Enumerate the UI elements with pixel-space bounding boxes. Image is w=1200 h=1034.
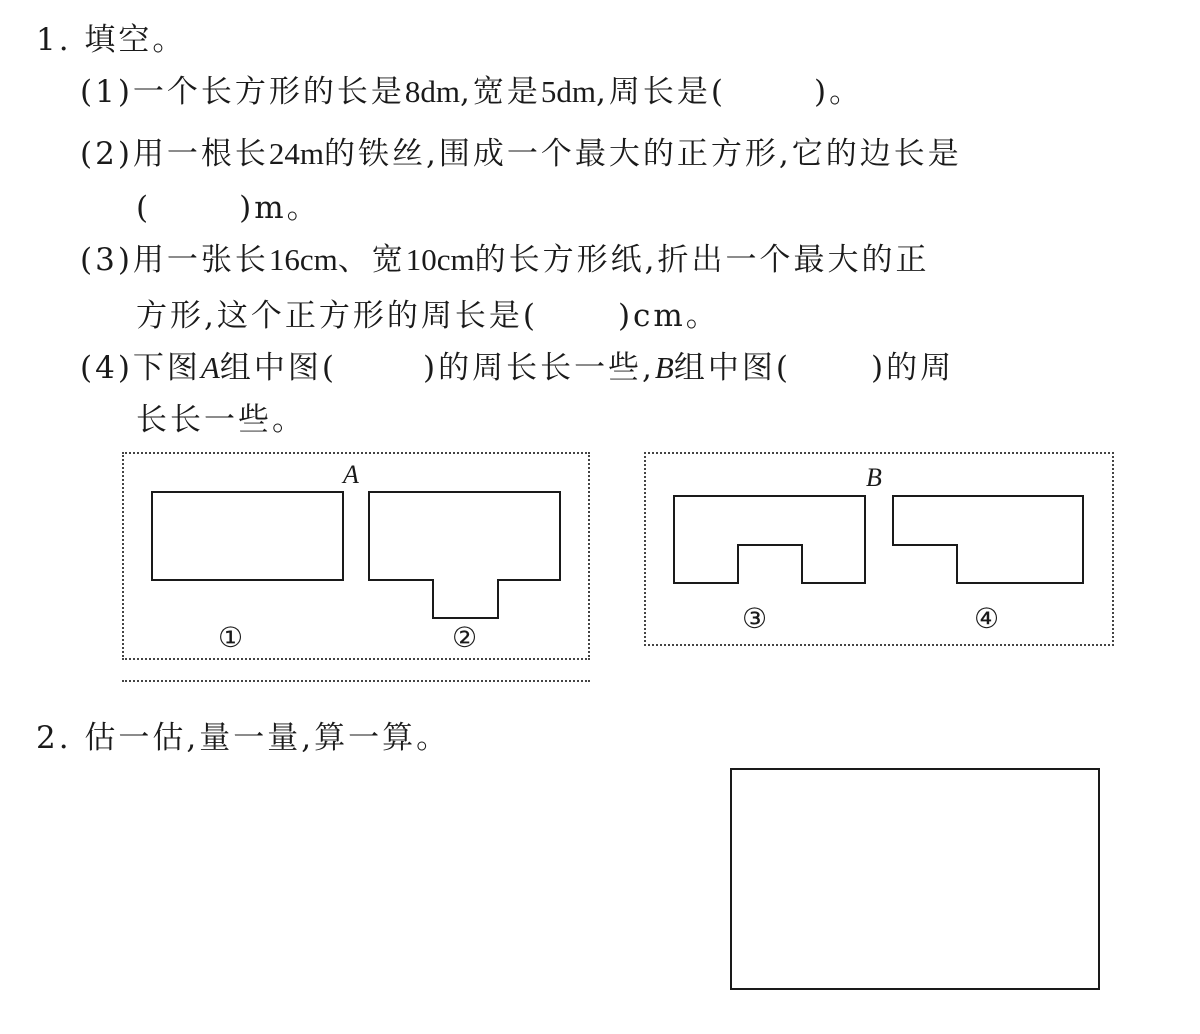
p2-text-a: (2)用一根长 <box>80 136 269 172</box>
p1-text-f: )。 <box>813 74 864 110</box>
figure-3-label: ③ <box>742 602 768 635</box>
figure-2-label: ② <box>452 621 478 654</box>
p3-text-a: (3)用一张长 <box>80 242 269 278</box>
p2-text-e: )m。 <box>239 190 321 226</box>
p4-text-d: )的周长长一些, <box>422 350 655 386</box>
q1-part1 <box>80 72 863 112</box>
p4-text-a: (4)下图 <box>80 350 201 386</box>
group-a-divider <box>122 680 590 682</box>
p3-text-g: )cm。 <box>617 298 720 334</box>
p1-width: 5dm <box>540 74 597 109</box>
p4-group-b: B <box>654 350 674 385</box>
p1-text-e: ,周长是( <box>596 74 726 110</box>
figure-3-u-shape <box>674 496 865 583</box>
measure-rectangle <box>730 768 1100 990</box>
group-a-label: A <box>343 460 359 489</box>
q1-part4-cont <box>136 400 306 440</box>
p3-text-f: 方形,这个正方形的周长是( <box>136 298 538 334</box>
group-b-label: B <box>866 463 882 492</box>
q1-part3-cont <box>136 296 720 336</box>
p4-text-c: 组中图( <box>219 350 337 386</box>
p4-text-g: )的周 <box>870 350 955 386</box>
figure-4-step-shape <box>893 496 1083 583</box>
q2-title: 2. 估一估,量一量,算一算。 <box>36 720 451 756</box>
p1-text-a: (1)一个长方形的长是 <box>80 74 405 110</box>
p3-paper-length: 16cm <box>268 242 338 277</box>
q1-part4 <box>80 348 954 388</box>
q1-part3 <box>80 240 930 280</box>
q1-part2 <box>80 134 962 174</box>
figure-2-t-shape <box>369 492 560 618</box>
figure-4-label: ④ <box>974 602 1000 635</box>
p3-paper-width: 10cm <box>405 242 475 277</box>
p4-group-a: A <box>200 350 220 385</box>
group-b-shapes <box>644 452 1114 646</box>
p2-text-c: 的铁丝,围成一个最大的正方形,它的边长是 <box>324 136 962 172</box>
p1-text-c: ,宽是 <box>460 74 541 110</box>
q1-part2-cont <box>136 188 321 228</box>
p2-text-d: ( <box>136 190 152 226</box>
figure-1-label: ① <box>218 621 244 654</box>
group-a-shapes <box>122 452 590 660</box>
p4-text-h: 长长一些。 <box>136 402 306 438</box>
p3-text-e: 的长方形纸,折出一个最大的正 <box>474 242 930 278</box>
p1-length: 8dm <box>404 74 461 109</box>
p2-wire-length: 24m <box>268 136 325 171</box>
p4-text-f: 组中图( <box>673 350 791 386</box>
p3-text-c: 、宽 <box>337 242 406 278</box>
figure-1-rectangle <box>152 492 343 580</box>
q1-title: 1. 填空。 <box>36 22 187 58</box>
